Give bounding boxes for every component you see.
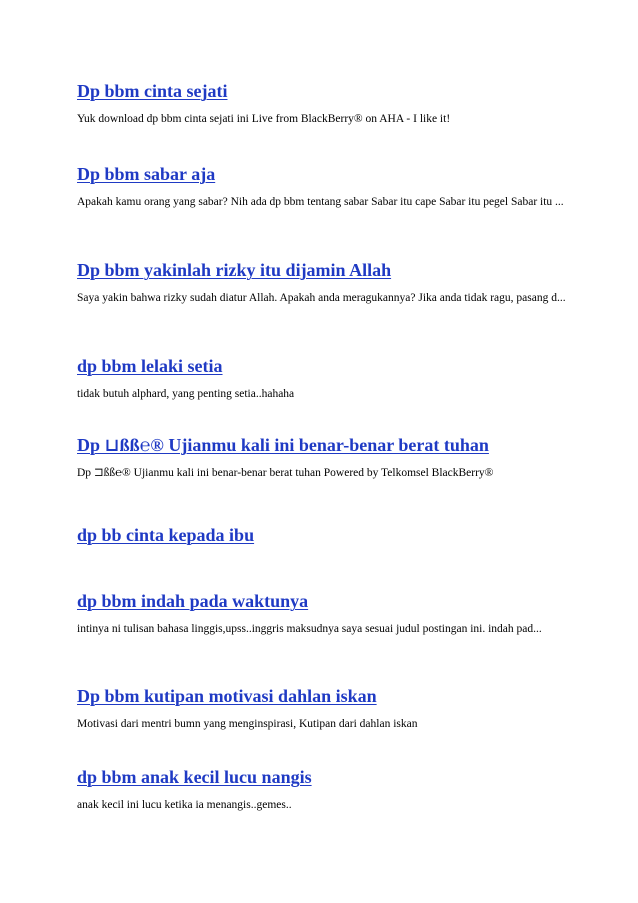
entry (77, 590, 567, 637)
entry-title-link[interactable]: Dp ⊔ßß℮® Ujianmu kali ini benar-benar berat tuhan (77, 435, 489, 455)
entry-title-link[interactable]: dp bb cinta kepada ibu (77, 525, 255, 545)
entry-title-link[interactable]: Dp bbm kutipan motivasi dahlan iskan (77, 686, 377, 706)
entry-description: anak kecil ini lucu ketika ia menangis..gemes.. (77, 799, 292, 811)
entry (77, 766, 567, 813)
entry (77, 434, 567, 481)
entry (77, 163, 567, 210)
entry-title-link[interactable]: dp bbm anak kecil lucu nangis (77, 767, 312, 787)
entry-description: Motivasi dari mentri bumn yang menginspirasi, Kutipan dari dahlan iskan (77, 718, 418, 730)
entry-description: Yuk download dp bbm cinta sejati ini Live from BlackBerry® on AHA - I like it! (77, 113, 451, 125)
entry-description: Apakah kamu orang yang sabar? Nih ada dp bbm tentang sabar Sabar itu cape Sabar itu pegel Sabar itu ... (77, 196, 564, 208)
entry-title-link[interactable]: Dp bbm sabar aja (77, 164, 216, 184)
entry (77, 524, 567, 555)
entry (77, 80, 567, 127)
entry (77, 685, 567, 732)
entry (77, 355, 567, 402)
entry-description: Saya yakin bahwa rizky sudah diatur Allah. Apakah anda meragukannya? Jika anda tidak ragu, pasang d... (77, 292, 566, 304)
entry-title-link[interactable]: dp bbm lelaki setia (77, 356, 223, 376)
entry-title-link[interactable]: Dp bbm yakinlah rizky itu dijamin Allah (77, 260, 392, 280)
entry-description: Dp ⊐ßß℮® Ujianmu kali ini benar-benar berat tuhan Powered by Telkomsel BlackBerry® (77, 467, 494, 479)
entry (77, 259, 567, 306)
entry-title-link[interactable]: Dp bbm cinta sejati (77, 81, 228, 101)
entry-description: intinya ni tulisan bahasa linggis,upss..inggris maksudnya saya sesuai judul postingan ini. indah pad... (77, 623, 542, 635)
entry-description: tidak butuh alphard, yang penting setia..hahaha (77, 388, 295, 400)
entry-title-link[interactable]: dp bbm indah pada waktunya (77, 591, 309, 611)
